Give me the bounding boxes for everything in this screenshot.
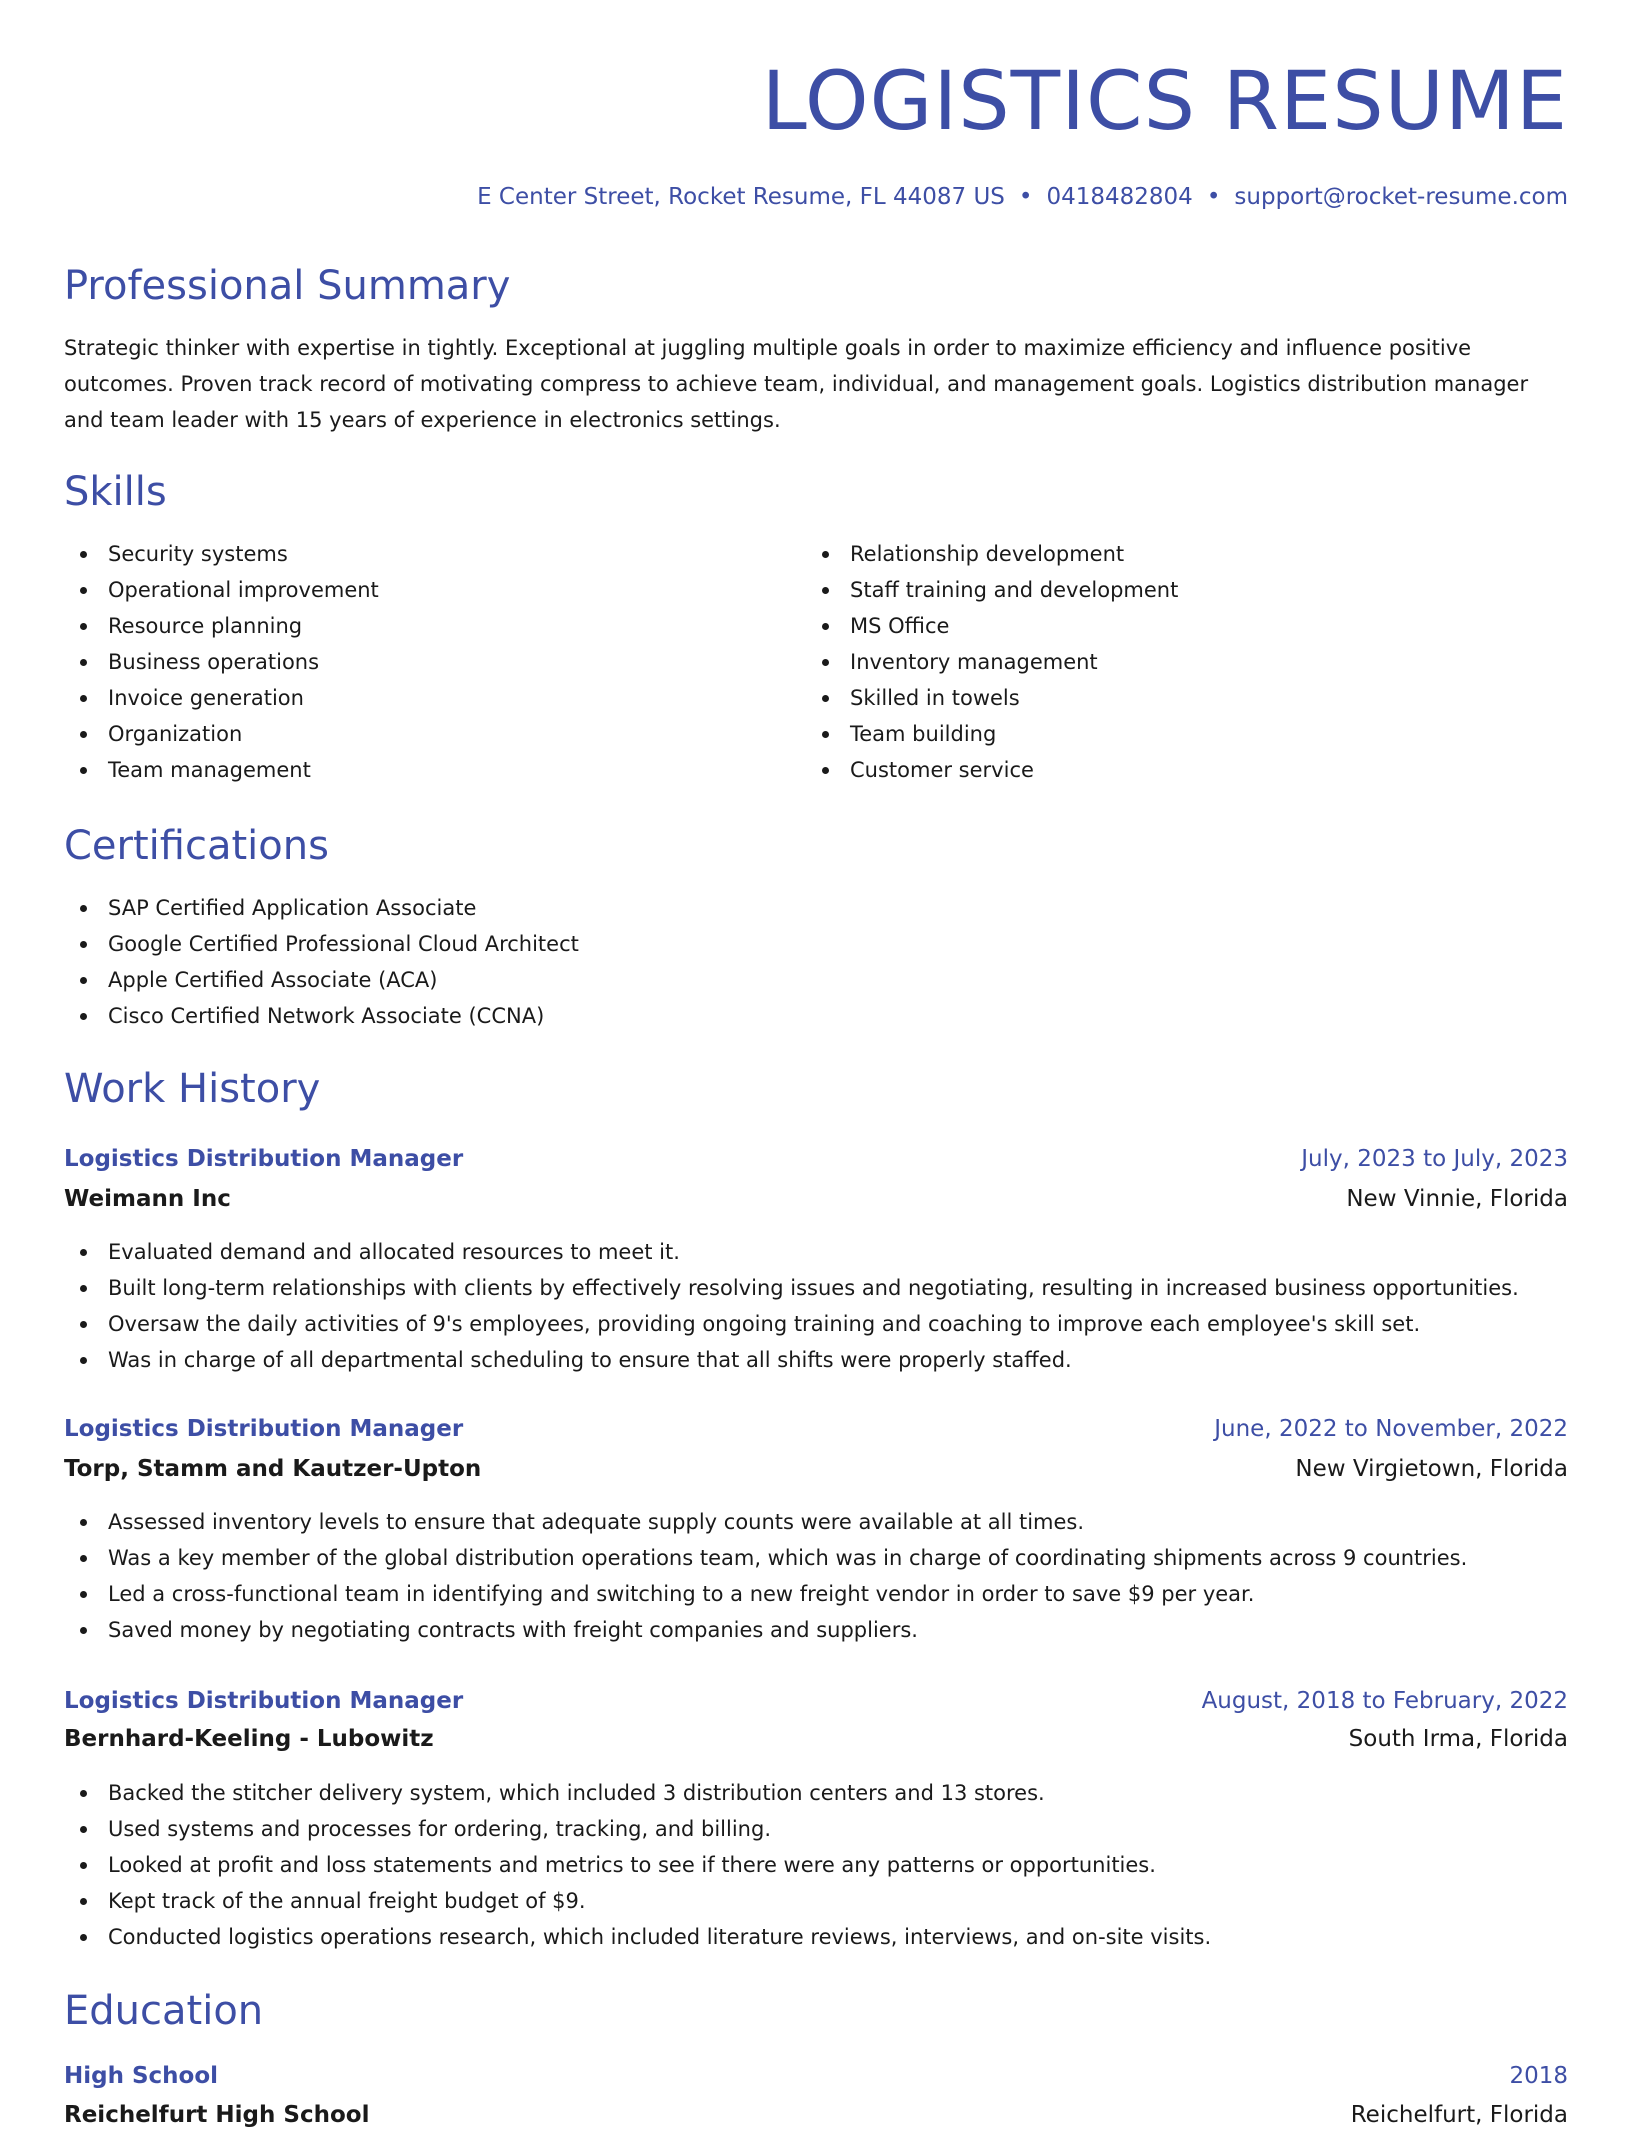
list-item: Skilled in towels	[850, 680, 1178, 716]
section-title-education: Education	[64, 1988, 264, 2034]
job-bullets	[64, 1775, 1211, 1955]
contact-phone: 0418482804	[1046, 184, 1193, 210]
resume-title: LOGISTICS RESUME	[761, 55, 1568, 149]
list-item: Assessed inventory levels to ensure that adequate supply counts were available at all times.	[108, 1504, 1467, 1540]
contact-line	[477, 180, 1568, 214]
job-company-row	[64, 1720, 1568, 1758]
job-dates: July, 2023 to July, 2023	[1301, 1146, 1568, 1172]
list-item: Security systems	[108, 536, 379, 572]
job-company: Bernhard-Keeling - Lubowitz	[64, 1726, 434, 1752]
job-location: South Irma, Florida	[1348, 1726, 1568, 1752]
list-item: Backed the stitcher delivery system, which included 3 distribution centers and 13 stores.	[108, 1775, 1211, 1811]
certifications-list	[64, 890, 579, 1034]
contact-separator: •	[1206, 184, 1221, 210]
job-company: Torp, Stamm and Kautzer-Upton	[64, 1456, 482, 1482]
job-title: Logistics Distribution Manager	[64, 1416, 464, 1442]
summary-text: Strategic thinker with expertise in tightly. Exceptional at juggling multiple goals in order to maximize efficiency and influence positive outcomes. Proven track record of motivating compress to achieve team, individual, and management goals. Logistics distribution manager and team leader with 15 years of experience in electronics settings.	[64, 336, 1529, 432]
list-item: Invoice generation	[108, 680, 379, 716]
job-header	[64, 1682, 1568, 1720]
contact-email[interactable]: support@rocket-resume.com	[1234, 184, 1568, 210]
job-company-row	[64, 1180, 1568, 1218]
list-item: Inventory management	[850, 644, 1178, 680]
list-item: Was a key member of the global distribution operations team, which was in charge of coordinating shipments across 9 countries.	[108, 1540, 1467, 1576]
list-item: Led a cross-functional team in identifying and switching to a new freight vendor in order to save $9 per year.	[108, 1576, 1467, 1612]
list-item: Business operations	[108, 644, 379, 680]
list-item: Looked at profit and loss statements and metrics to see if there were any patterns or opportunities.	[108, 1847, 1211, 1883]
education-school-row	[64, 2096, 1568, 2134]
education-header	[64, 2057, 1568, 2095]
list-item: Apple Certified Associate (ACA)	[108, 962, 579, 998]
list-item: Organization	[108, 716, 379, 752]
list-item: Operational improvement	[108, 572, 379, 608]
job-location: New Vinnie, Florida	[1346, 1186, 1568, 1212]
skills-list-left	[64, 536, 379, 788]
skills-list-right	[806, 536, 1178, 788]
list-item: Resource planning	[108, 608, 379, 644]
list-item: Used systems and processes for ordering, tracking, and billing.	[108, 1811, 1211, 1847]
job-location: New Virgietown, Florida	[1295, 1456, 1568, 1482]
job-dates: June, 2022 to November, 2022	[1214, 1416, 1568, 1442]
job-title: Logistics Distribution Manager	[64, 1146, 464, 1172]
list-item: Customer service	[850, 752, 1178, 788]
education-school: Reichelfurt High School	[64, 2102, 370, 2128]
job-company: Weimann Inc	[64, 1186, 231, 1212]
list-item: Team building	[850, 716, 1178, 752]
contact-separator: •	[1018, 184, 1033, 210]
job-title: Logistics Distribution Manager	[64, 1688, 464, 1714]
list-item: Team management	[108, 752, 379, 788]
list-item: MS Office	[850, 608, 1178, 644]
resume-page	[64, 0, 1568, 2128]
section-title-skills: Skills	[64, 469, 167, 515]
job-header	[64, 1140, 1568, 1178]
list-item: Google Certified Professional Cloud Architect	[108, 926, 579, 962]
job-bullets	[64, 1504, 1467, 1648]
list-item: SAP Certified Application Associate	[108, 890, 579, 926]
education-degree: High School	[64, 2063, 219, 2089]
education-year: 2018	[1509, 2063, 1568, 2089]
job-bullets	[64, 1234, 1519, 1378]
list-item: Evaluated demand and allocated resources to meet it.	[108, 1234, 1519, 1270]
list-item: Cisco Certified Network Associate (CCNA)	[108, 998, 579, 1034]
section-title-work-history: Work History	[64, 1066, 321, 1112]
job-dates: August, 2018 to February, 2022	[1201, 1688, 1568, 1714]
contact-address: E Center Street, Rocket Resume, FL 44087 US	[477, 184, 1005, 210]
list-item: Staff training and development	[850, 572, 1178, 608]
list-item: Relationship development	[850, 536, 1178, 572]
list-item: Saved money by negotiating contracts with freight companies and suppliers.	[108, 1612, 1467, 1648]
job-header	[64, 1410, 1568, 1448]
list-item: Was in charge of all departmental scheduling to ensure that all shifts were properly staffed.	[108, 1342, 1519, 1378]
list-item: Kept track of the annual freight budget of $9.	[108, 1883, 1211, 1919]
list-item: Built long-term relationships with clients by effectively resolving issues and negotiating, resulting in increased business opportunities.	[108, 1270, 1519, 1306]
section-title-summary: Professional Summary	[64, 263, 511, 309]
section-title-certifications: Certifications	[64, 823, 329, 869]
list-item: Conducted logistics operations research, which included literature reviews, interviews, and on-site visits.	[108, 1919, 1211, 1955]
list-item: Oversaw the daily activities of 9's employees, providing ongoing training and coaching to improve each employee's skill set.	[108, 1306, 1519, 1342]
job-company-row	[64, 1450, 1568, 1488]
education-location: Reichelfurt, Florida	[1350, 2102, 1568, 2128]
